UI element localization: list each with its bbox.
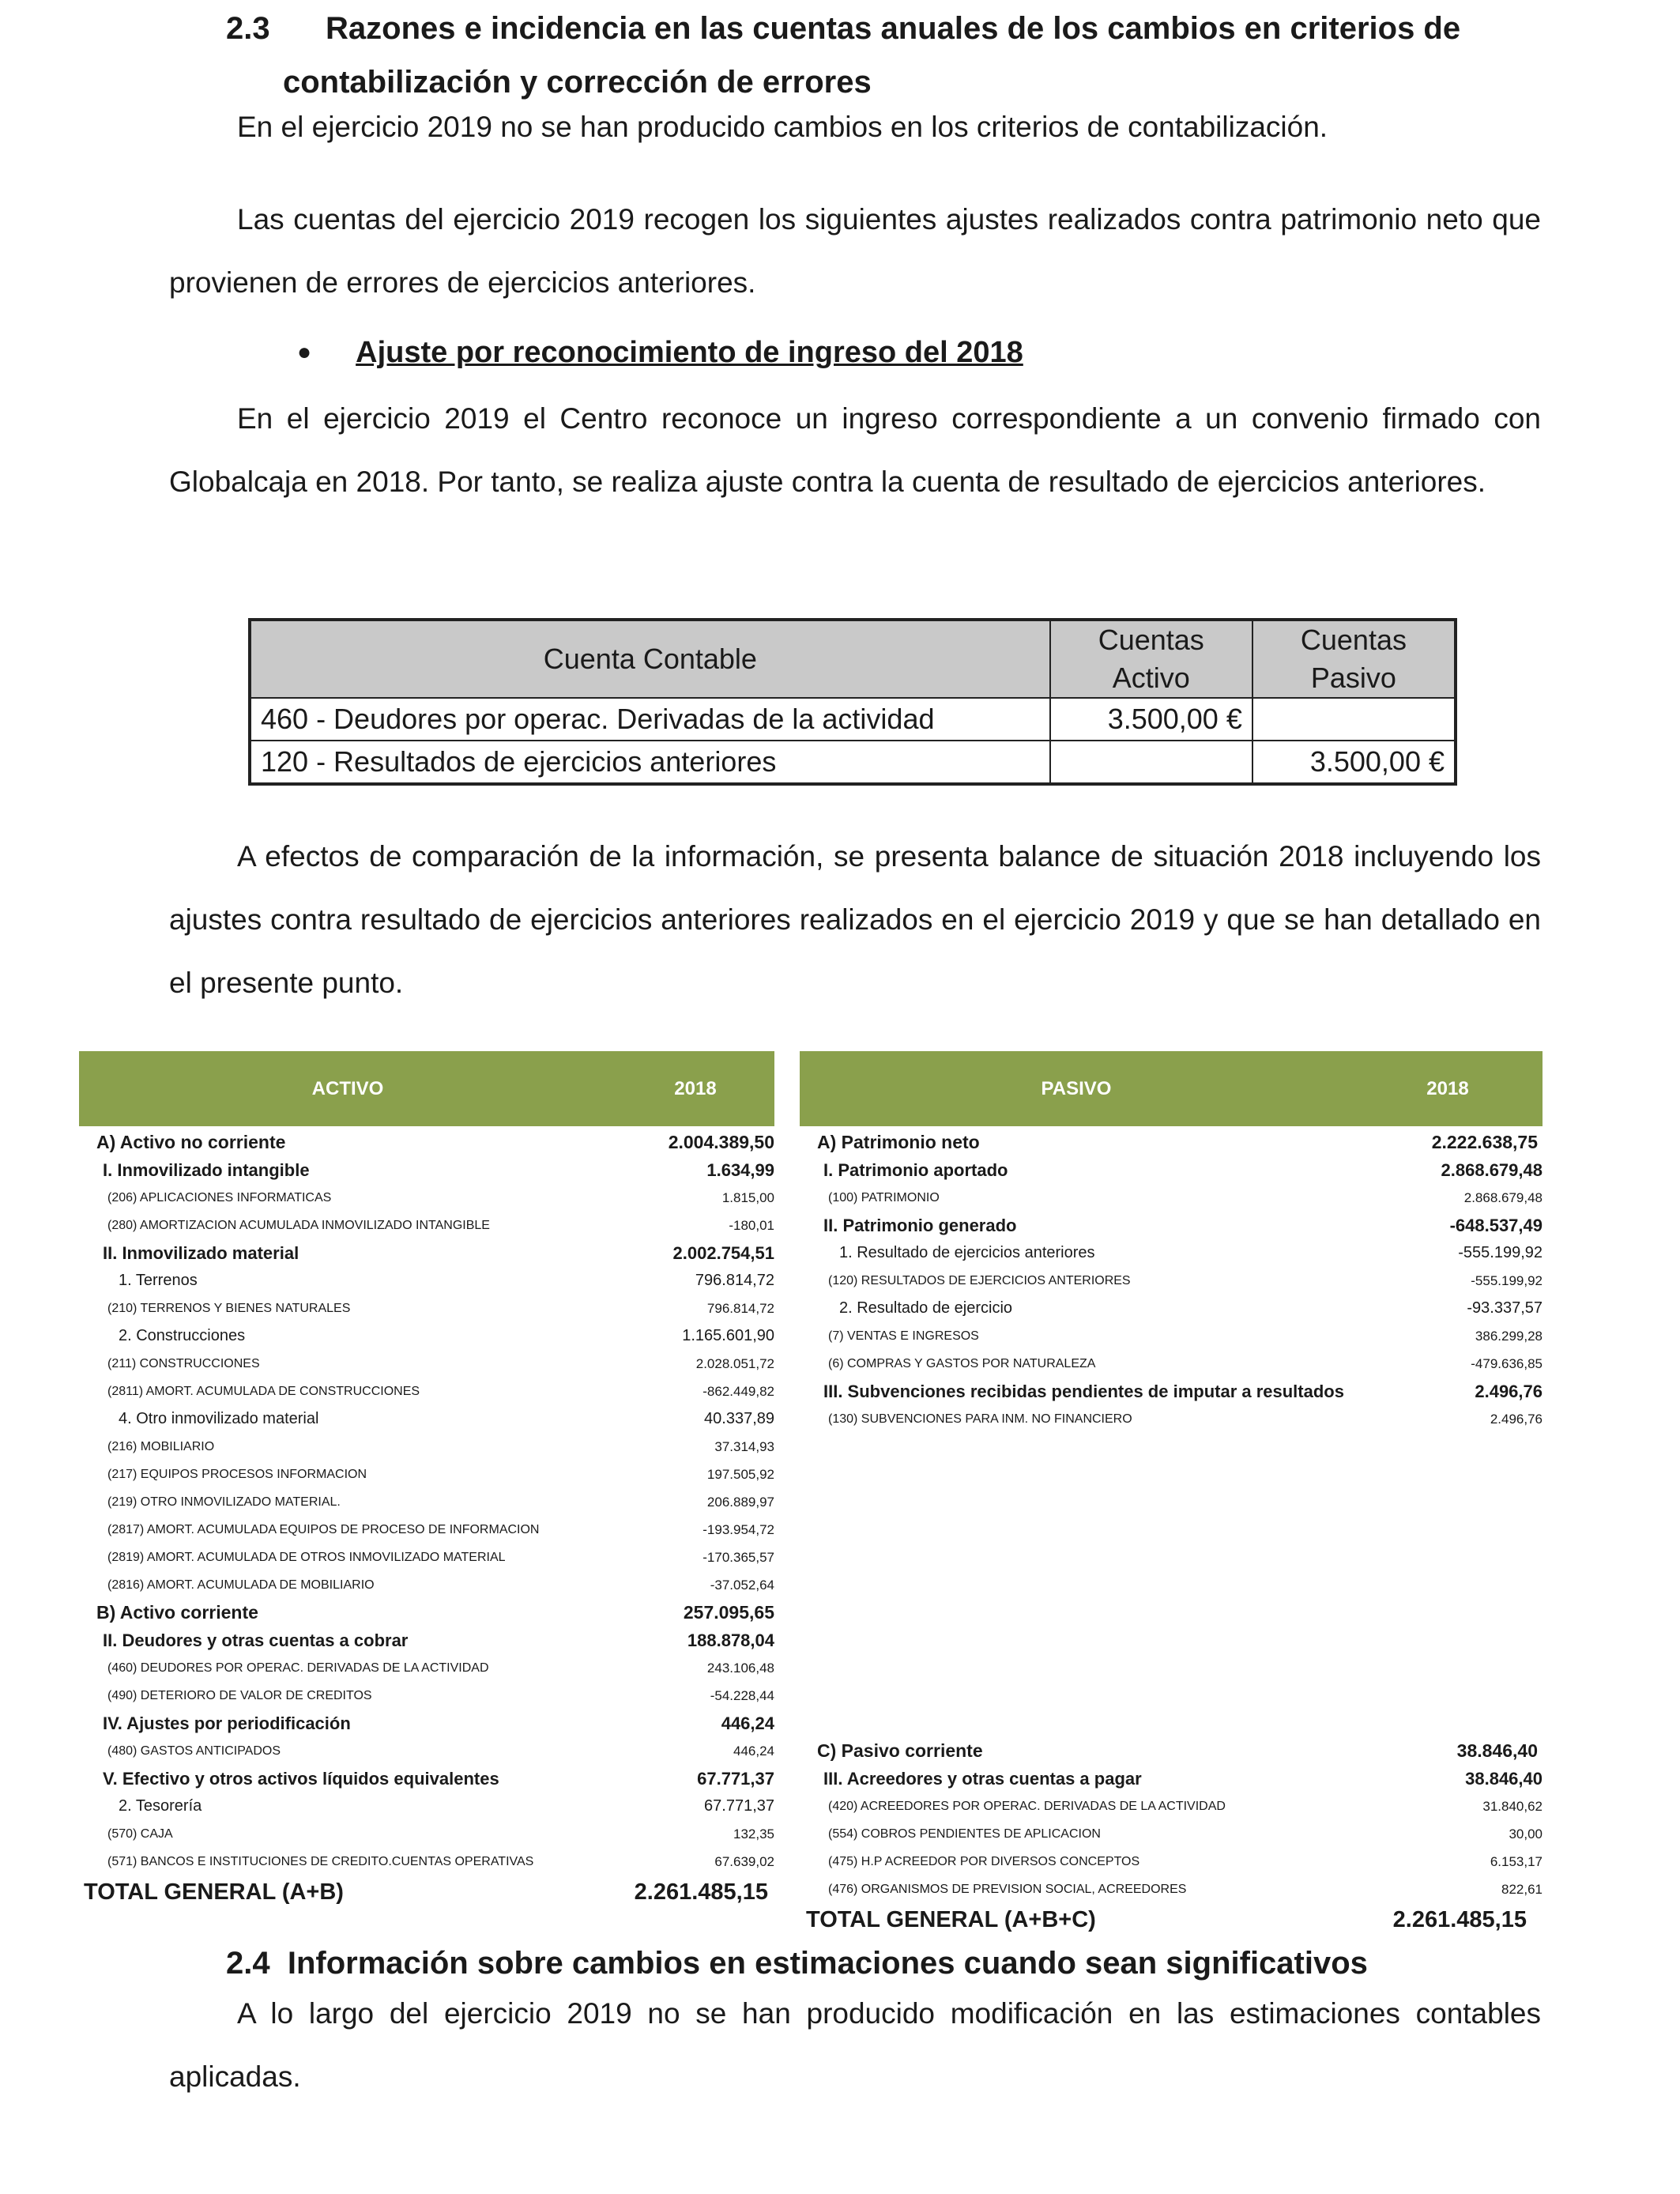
pasivo-row-value: 30,00 bbox=[1509, 1826, 1543, 1842]
activo-row-value: 257.095,65 bbox=[683, 1602, 774, 1623]
activo-balance-row bbox=[79, 1599, 774, 1627]
bullet-title: Ajuste por reconocimiento de ingreso del 2018 bbox=[356, 335, 1023, 369]
pasivo-balance-row bbox=[800, 1765, 1543, 1793]
pasivo-balance-row bbox=[800, 1793, 1543, 1820]
pasivo-header-label: PASIVO bbox=[1041, 1077, 1112, 1099]
activo-row-label: B) Activo corriente bbox=[96, 1602, 258, 1623]
pasivo-balance-row bbox=[800, 1875, 1543, 1903]
activo-row-label: (2819) AMORT. ACUMULADA DE OTROS INMOVILIZADO MATERIAL bbox=[107, 1550, 506, 1564]
activo-row-value: 1.815,00 bbox=[721, 1189, 774, 1205]
section-2-4-heading: 2.4 Información sobre cambios en estimaciones cuando sean significativos bbox=[226, 1946, 1368, 1981]
activo-row-value: 67.639,02 bbox=[714, 1853, 774, 1869]
pasivo-header bbox=[800, 1051, 1543, 1126]
activo-row-label: (210) TERRENOS Y BIENES NATURALES bbox=[107, 1301, 351, 1315]
activo-row-label: (206) APLICACIONES INFORMATICAS bbox=[107, 1190, 332, 1204]
balance-spacer bbox=[800, 1433, 1543, 1461]
pasivo-row-label: (554) COBROS PENDIENTES DE APLICACION bbox=[828, 1826, 1101, 1841]
balance-spacer bbox=[800, 1516, 1543, 1544]
pasivo-row-value: -648.537,49 bbox=[1449, 1215, 1543, 1235]
pasivo-row-label: (100) PATRIMONIO bbox=[828, 1190, 940, 1204]
activo-row-label: (216) MOBILIARIO bbox=[107, 1439, 215, 1453]
pasivo-balance-row bbox=[800, 1848, 1543, 1875]
pasivo-total-row bbox=[800, 1903, 1543, 1936]
pasivo-row-label: (475) H.P ACREEDOR POR DIVERSOS CONCEPTOS bbox=[828, 1854, 1140, 1868]
paragraph-estimations: A lo largo del ejercicio 2019 no se han producido modificación en las estimaciones contables aplicadas. bbox=[169, 1997, 1541, 2093]
activo-row-value: 197.505,92 bbox=[706, 1466, 774, 1482]
pasivo-row-value: 2.868.679,48 bbox=[1441, 1159, 1543, 1180]
activo-row-value: 796.814,72 bbox=[695, 1272, 774, 1289]
pasivo-row-label: (130) SUBVENCIONES PARA INM. NO FINANCIERO bbox=[828, 1412, 1132, 1426]
activo-row-value: 40.337,89 bbox=[704, 1410, 774, 1427]
activo-row-value: 206.889,97 bbox=[706, 1494, 774, 1510]
balance-spacer bbox=[800, 1710, 1543, 1737]
pasivo-row-value: 38.846,40 bbox=[1465, 1768, 1543, 1789]
activo-row-value: 796.814,72 bbox=[706, 1300, 774, 1316]
activo-row-value: 1.634,99 bbox=[706, 1159, 774, 1180]
paragraph-adjustments-intro: Las cuentas del ejercicio 2019 recogen los siguientes ajustes realizados contra patrimonio neto que provienen de errores de ejercicios anteriores. bbox=[169, 203, 1541, 299]
activo-balance-row bbox=[79, 1350, 774, 1378]
activo-row-label: II. Inmovilizado material bbox=[103, 1242, 299, 1263]
pasivo-row-label: (120) RESULTADOS DE EJERCICIOS ANTERIORES bbox=[828, 1273, 1131, 1287]
pasivo-row-value: -555.199,92 bbox=[1458, 1244, 1543, 1261]
balance-spacer bbox=[800, 1654, 1543, 1682]
activo-balance-row bbox=[79, 1516, 774, 1544]
paragraph-no-changes: En el ejercicio 2019 no se han producido cambios en los criterios de contabilización. bbox=[237, 111, 1328, 143]
pasivo-balance-row bbox=[800, 1156, 1543, 1184]
pasivo-row-value: -555.199,92 bbox=[1471, 1272, 1543, 1288]
header-cuentas-pasivo-label: Cuentas Pasivo bbox=[1300, 624, 1407, 694]
activo-balance-row bbox=[79, 1433, 774, 1461]
pasivo-balance-row bbox=[800, 1267, 1543, 1295]
table-cell bbox=[1050, 741, 1252, 784]
balance-pasivo bbox=[800, 1051, 1543, 1936]
activo-balance-row bbox=[79, 1710, 774, 1737]
activo-row-label: (217) EQUIPOS PROCESOS INFORMACION bbox=[107, 1467, 367, 1481]
activo-balance-row bbox=[79, 1682, 774, 1710]
balance-spacer bbox=[800, 1461, 1543, 1488]
activo-row-value: 67.771,37 bbox=[704, 1797, 774, 1815]
pasivo-row-value: 2.496,76 bbox=[1475, 1381, 1543, 1401]
activo-balance-row bbox=[79, 1654, 774, 1682]
activo-balance-row bbox=[79, 1820, 774, 1848]
balance-spacer bbox=[800, 1599, 1543, 1627]
activo-total-row bbox=[79, 1875, 774, 1909]
balance-spacer bbox=[800, 1627, 1543, 1654]
pasivo-row-label: A) Patrimonio neto bbox=[817, 1132, 980, 1152]
activo-row-label: (280) AMORTIZACION ACUMULADA INMOVILIZADO INTANGIBLE bbox=[107, 1218, 490, 1232]
pasivo-row-label: III. Subvenciones recibidas pendientes de imputar a resultados bbox=[823, 1381, 1344, 1401]
activo-row-value: -54.228,44 bbox=[710, 1687, 774, 1703]
pasivo-balance-row bbox=[800, 1322, 1543, 1350]
pasivo-row-value: 38.846,40 bbox=[1456, 1740, 1538, 1761]
pasivo-row-value: 6.153,17 bbox=[1490, 1853, 1543, 1869]
pasivo-row-value: 386.299,28 bbox=[1475, 1328, 1543, 1344]
pasivo-row-value: 822,61 bbox=[1501, 1881, 1543, 1897]
pasivo-balance-row bbox=[800, 1129, 1543, 1156]
pasivo-total-label: TOTAL GENERAL (A+B+C) bbox=[806, 1906, 1096, 1932]
balance-spacer bbox=[800, 1544, 1543, 1571]
activo-row-value: 446,24 bbox=[733, 1743, 774, 1759]
pasivo-row-label: I. Patrimonio aportado bbox=[823, 1159, 1008, 1180]
activo-balance-row bbox=[79, 1737, 774, 1765]
activo-balance-row bbox=[79, 1793, 774, 1820]
bullet-dot-icon: ● bbox=[297, 339, 312, 365]
activo-balance-row bbox=[79, 1765, 774, 1793]
section-2-3-title-line2: contabilización y corrección de errores bbox=[283, 65, 872, 100]
table-cell: 120 - Resultados de ejercicios anteriores bbox=[250, 741, 1050, 784]
table-cell: 3.500,00 € bbox=[1050, 698, 1252, 741]
activo-balance-row bbox=[79, 1848, 774, 1875]
adjustment-table bbox=[248, 618, 1457, 786]
activo-total-label: TOTAL GENERAL (A+B) bbox=[84, 1879, 344, 1905]
activo-balance-row bbox=[79, 1156, 774, 1184]
pasivo-balance-row bbox=[800, 1212, 1543, 1239]
activo-row-label: 2. Tesorería bbox=[119, 1797, 202, 1815]
header-cuentas-activo bbox=[1050, 620, 1252, 698]
activo-balance-row bbox=[79, 1295, 774, 1322]
activo-header-label: ACTIVO bbox=[311, 1077, 384, 1099]
pasivo-balance-row bbox=[800, 1295, 1543, 1322]
bullet-item bbox=[297, 330, 1023, 375]
activo-row-value: 2.002.754,51 bbox=[672, 1242, 774, 1263]
header-cuentas-pasivo bbox=[1252, 620, 1456, 698]
activo-row-label: (480) GASTOS ANTICIPADOS bbox=[107, 1744, 281, 1758]
header-cuenta-contable-label: Cuenta Contable bbox=[543, 643, 757, 675]
activo-row-label: V. Efectivo y otros activos líquidos equivalentes bbox=[103, 1768, 499, 1789]
pasivo-balance-row bbox=[800, 1350, 1543, 1378]
paragraph-globalcaja: En el ejercicio 2019 el Centro reconoce un ingreso correspondiente a un convenio firmado con Globalcaja en 2018. Por tanto, se realiza ajuste contra la cuenta de resultado de ejercicios anteriores. bbox=[169, 402, 1541, 498]
activo-row-label: II. Deudores y otras cuentas a cobrar bbox=[103, 1630, 409, 1650]
table-cell: 460 - Deudores por operac. Derivadas de la actividad bbox=[250, 698, 1050, 741]
activo-balance-row bbox=[79, 1239, 774, 1267]
section-2-3-heading-line1 bbox=[226, 2, 1538, 55]
activo-header-year: 2018 bbox=[674, 1077, 717, 1099]
pasivo-row-value: 2.222.638,75 bbox=[1431, 1132, 1538, 1152]
pasivo-rows bbox=[800, 1126, 1543, 1903]
balance-spacer bbox=[800, 1571, 1543, 1599]
activo-row-label: 2. Construcciones bbox=[119, 1327, 246, 1344]
activo-balance-row bbox=[79, 1322, 774, 1350]
table-cell: 3.500,00 € bbox=[1252, 741, 1456, 784]
activo-row-label: (571) BANCOS E INSTITUCIONES DE CREDITO.CUENTAS OPERATIVAS bbox=[107, 1854, 534, 1868]
header-cuenta-contable bbox=[250, 620, 1050, 698]
activo-row-value: -170.365,57 bbox=[703, 1549, 774, 1565]
activo-row-label: (2817) AMORT. ACUMULADA EQUIPOS DE PROCESO DE INFORMACION bbox=[107, 1522, 540, 1536]
activo-balance-row bbox=[79, 1267, 774, 1295]
section-2-3-number: 2.3 bbox=[226, 11, 270, 46]
pasivo-row-label: C) Pasivo corriente bbox=[817, 1740, 983, 1761]
activo-balance-row bbox=[79, 1212, 774, 1239]
section-2-3-title-line1: Razones e incidencia en las cuentas anuales de los cambios en criterios de bbox=[326, 11, 1461, 46]
activo-row-value: 132,35 bbox=[733, 1826, 774, 1842]
activo-row-value: 2.028.051,72 bbox=[695, 1355, 774, 1371]
table-row bbox=[250, 698, 1456, 741]
activo-header bbox=[79, 1051, 774, 1126]
pasivo-balance-row bbox=[800, 1239, 1543, 1267]
pasivo-row-value: 31.840,62 bbox=[1482, 1798, 1543, 1814]
balance-spacer bbox=[800, 1488, 1543, 1516]
pasivo-row-label: 1. Resultado de ejercicios anteriores bbox=[839, 1244, 1095, 1261]
activo-row-value: -193.954,72 bbox=[703, 1521, 774, 1537]
activo-row-value: 67.771,37 bbox=[697, 1768, 774, 1789]
activo-balance-row bbox=[79, 1405, 774, 1433]
activo-row-value: -180,01 bbox=[729, 1217, 774, 1233]
activo-row-value: -862.449,82 bbox=[703, 1383, 774, 1399]
pasivo-total-value: 2.261.485,15 bbox=[1392, 1906, 1527, 1932]
pasivo-balance-row bbox=[800, 1378, 1543, 1405]
activo-balance-row bbox=[79, 1184, 774, 1212]
section-2-3-heading bbox=[226, 2, 1538, 109]
activo-balance-row bbox=[79, 1461, 774, 1488]
pasivo-row-label: 2. Resultado de ejercicio bbox=[839, 1299, 1013, 1317]
activo-rows bbox=[79, 1126, 774, 1875]
pasivo-balance-row bbox=[800, 1737, 1543, 1765]
balance-spacer bbox=[800, 1682, 1543, 1710]
activo-balance-row bbox=[79, 1378, 774, 1405]
activo-row-value: 243.106,48 bbox=[706, 1660, 774, 1676]
activo-row-label: (460) DEUDORES POR OPERAC. DERIVADAS DE LA ACTIVIDAD bbox=[107, 1661, 489, 1675]
pasivo-row-label: (476) ORGANISMOS DE PREVISION SOCIAL, ACREEDORES bbox=[828, 1882, 1187, 1896]
pasivo-row-label: II. Patrimonio generado bbox=[823, 1215, 1017, 1235]
activo-row-label: A) Activo no corriente bbox=[96, 1132, 286, 1152]
activo-balance-row bbox=[79, 1544, 774, 1571]
pasivo-row-label: (420) ACREEDORES POR OPERAC. DERIVADAS DE LA ACTIVIDAD bbox=[828, 1799, 1226, 1813]
activo-row-label: (219) OTRO INMOVILIZADO MATERIAL. bbox=[107, 1495, 341, 1509]
pasivo-balance-row bbox=[800, 1184, 1543, 1212]
activo-row-label: 4. Otro inmovilizado material bbox=[119, 1410, 319, 1427]
activo-row-label: IV. Ajustes por periodificación bbox=[103, 1713, 351, 1733]
activo-row-value: 37.314,93 bbox=[714, 1438, 774, 1454]
paragraph-comparison: A efectos de comparación de la información, se presenta balance de situación 2018 incluyendo los ajustes contra resultado de ejercicios anteriores realizados en el ejercicio 2019 y que se han detallado en el presente punto. bbox=[169, 840, 1541, 999]
activo-row-label: (490) DETERIORO DE VALOR DE CREDITOS bbox=[107, 1688, 372, 1702]
pasivo-header-year: 2018 bbox=[1426, 1077, 1469, 1099]
pasivo-row-label: (7) VENTAS E INGRESOS bbox=[828, 1329, 979, 1343]
pasivo-row-value: -479.636,85 bbox=[1471, 1355, 1543, 1371]
activo-row-value: 1.165.601,90 bbox=[682, 1327, 774, 1344]
activo-row-label: (2816) AMORT. ACUMULADA DE MOBILIARIO bbox=[107, 1578, 375, 1592]
pasivo-row-value: 2.496,76 bbox=[1490, 1411, 1543, 1427]
activo-balance-row bbox=[79, 1571, 774, 1599]
activo-balance-row bbox=[79, 1627, 774, 1654]
activo-row-value: 188.878,04 bbox=[687, 1630, 774, 1650]
pasivo-balance-row bbox=[800, 1405, 1543, 1433]
table-row bbox=[250, 741, 1456, 784]
pasivo-row-value: -93.337,57 bbox=[1467, 1299, 1543, 1317]
activo-row-label: (2811) AMORT. ACUMULADA DE CONSTRUCCIONES bbox=[107, 1384, 420, 1398]
activo-row-value: -37.052,64 bbox=[710, 1577, 774, 1593]
activo-row-label: I. Inmovilizado intangible bbox=[103, 1159, 310, 1180]
header-cuentas-activo-label: Cuentas Activo bbox=[1098, 624, 1204, 694]
pasivo-row-label: (6) COMPRAS Y GASTOS POR NATURALEZA bbox=[828, 1356, 1096, 1370]
adjustment-table-header bbox=[250, 620, 1456, 698]
activo-balance-row bbox=[79, 1129, 774, 1156]
activo-row-label: (570) CAJA bbox=[107, 1826, 173, 1841]
pasivo-balance-row bbox=[800, 1820, 1543, 1848]
activo-total-value: 2.261.485,15 bbox=[634, 1879, 768, 1905]
activo-row-value: 2.004.389,50 bbox=[668, 1132, 774, 1152]
pasivo-row-label: III. Acreedores y otras cuentas a pagar bbox=[823, 1768, 1142, 1789]
table-cell bbox=[1252, 698, 1456, 741]
activo-row-label: 1. Terrenos bbox=[119, 1272, 198, 1289]
balance-activo bbox=[79, 1051, 774, 1909]
pasivo-row-value: 2.868.679,48 bbox=[1463, 1189, 1543, 1205]
activo-row-value: 446,24 bbox=[721, 1713, 774, 1733]
activo-row-label: (211) CONSTRUCCIONES bbox=[107, 1356, 260, 1370]
activo-balance-row bbox=[79, 1488, 774, 1516]
